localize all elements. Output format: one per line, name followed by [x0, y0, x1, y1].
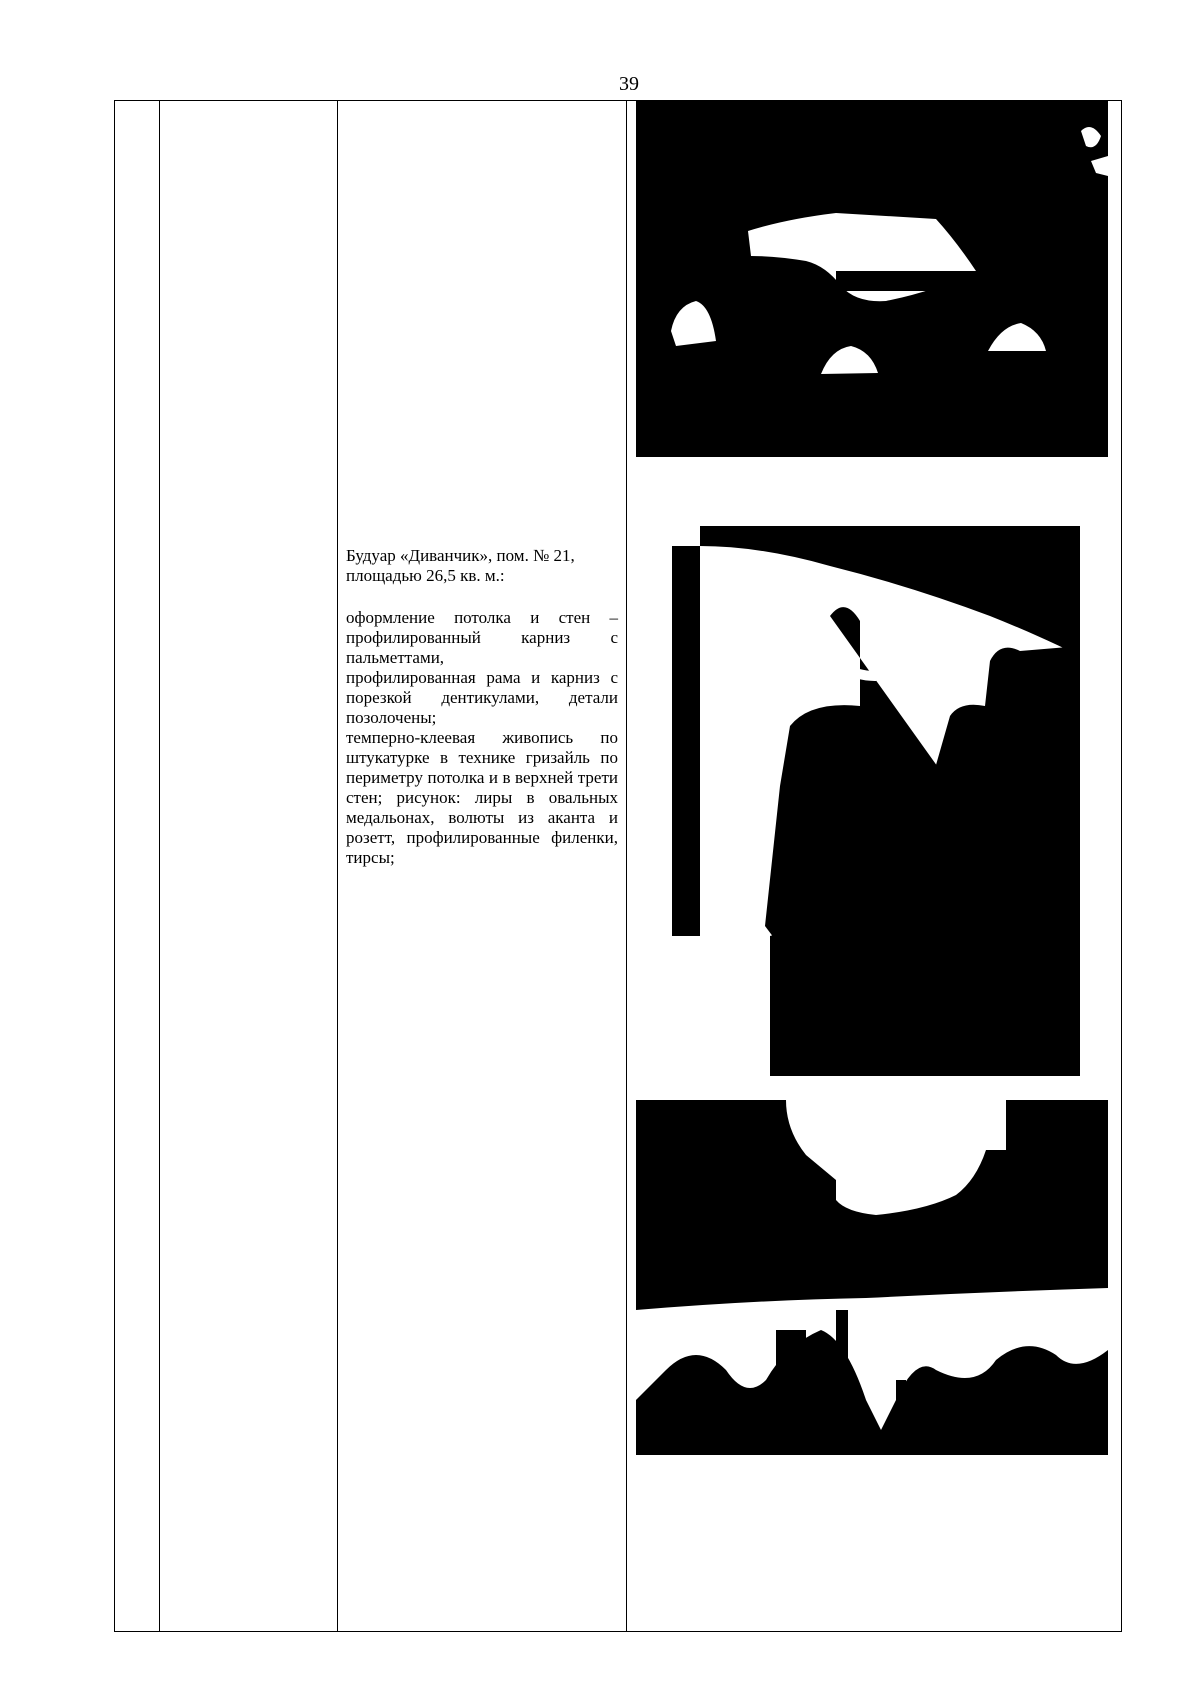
doorway-drapery-photo — [660, 526, 1080, 1076]
room-heading: Будуар «Диванчик», пом. № 21, площадью 26,5 кв. м.: — [346, 546, 575, 585]
room-description — [346, 546, 618, 868]
table-column-divider — [626, 101, 627, 1631]
table-column-divider — [159, 101, 160, 1631]
table-column-divider — [337, 101, 338, 1631]
ceiling-cornice-drapery-photo — [636, 1100, 1108, 1455]
description-paragraph: оформление потолка и стен – профилированный карниз с пальметтами, — [346, 608, 618, 667]
description-paragraph: темперно-клеевая живопись по штукатурке в технике гризайль по периметру потолка и в верхней трети стен; рисунок: лиры в овальных медальонах, волюты из аканта и розетт, профилированные филенки, тирсы; — [346, 728, 618, 867]
ceiling-chandelier-photo — [636, 101, 1108, 457]
description-paragraph: профилированная рама и карниз с порезкой дентикулами, детали позолочены; — [346, 668, 618, 727]
page-number: 39 — [619, 73, 639, 95]
